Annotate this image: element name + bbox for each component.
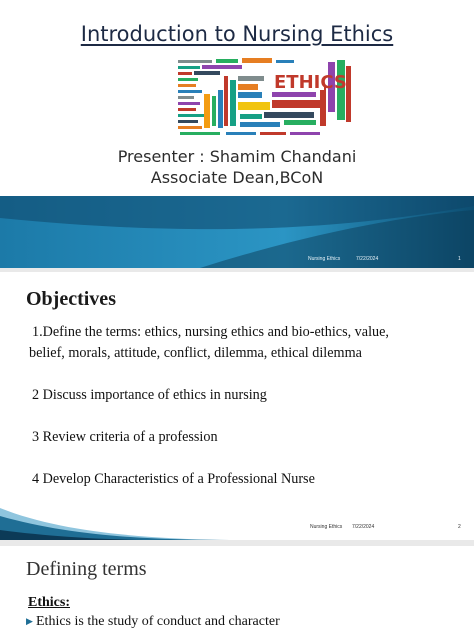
ethics-word-cloud-image — [176, 56, 352, 138]
objective-item-4: 4 Develop Characteristics of a Professional Nurse — [32, 471, 315, 487]
presenter-role: Associate Dean,BCoN — [150, 168, 324, 187]
bullet-arrow-icon: ▶ — [26, 616, 33, 626]
objective-item-1-line-2: belief, morals, attitude, conflict, dilemma, ethical dilemma — [29, 345, 362, 361]
footer-page-number: 1 — [458, 256, 461, 262]
objectives-title: Objectives — [26, 288, 116, 310]
presenter-block — [0, 146, 474, 188]
word-cloud-ethics-text: ETHICS — [274, 72, 347, 93]
objective-item-2: 2 Discuss importance of ethics in nursing — [32, 387, 267, 403]
presenter-name: Presenter : Shamim Chandani — [117, 147, 357, 166]
objective-item-1 — [29, 322, 472, 364]
objective-item-3: 3 Review criteria of a profession — [32, 429, 218, 445]
footer-date: 7/22/2024 — [356, 256, 379, 262]
slide-1 — [0, 0, 474, 268]
defining-terms-title: Defining terms — [26, 558, 147, 580]
ethics-definition-bullet — [26, 614, 280, 630]
slide-2-accent-swoosh — [0, 502, 474, 540]
footer-topic: Nursing Ethics — [310, 524, 343, 530]
footer-date: 7/22/2024 — [352, 524, 375, 530]
ethics-subheading: Ethics: — [28, 595, 70, 610]
slide-1-title: Introduction to Nursing Ethics — [80, 22, 394, 46]
objective-item-1-line-1: 1.Define the terms: ethics, nursing ethics and bio-ethics, value, — [32, 324, 389, 340]
footer-wave-band — [0, 196, 474, 268]
footer-page-number: 2 — [458, 524, 461, 530]
slide-2 — [0, 272, 474, 540]
ethics-definition-text: Ethics is the study of conduct and character — [36, 614, 280, 629]
footer-topic: Nursing Ethics — [308, 256, 341, 262]
slide-3 — [0, 546, 474, 632]
